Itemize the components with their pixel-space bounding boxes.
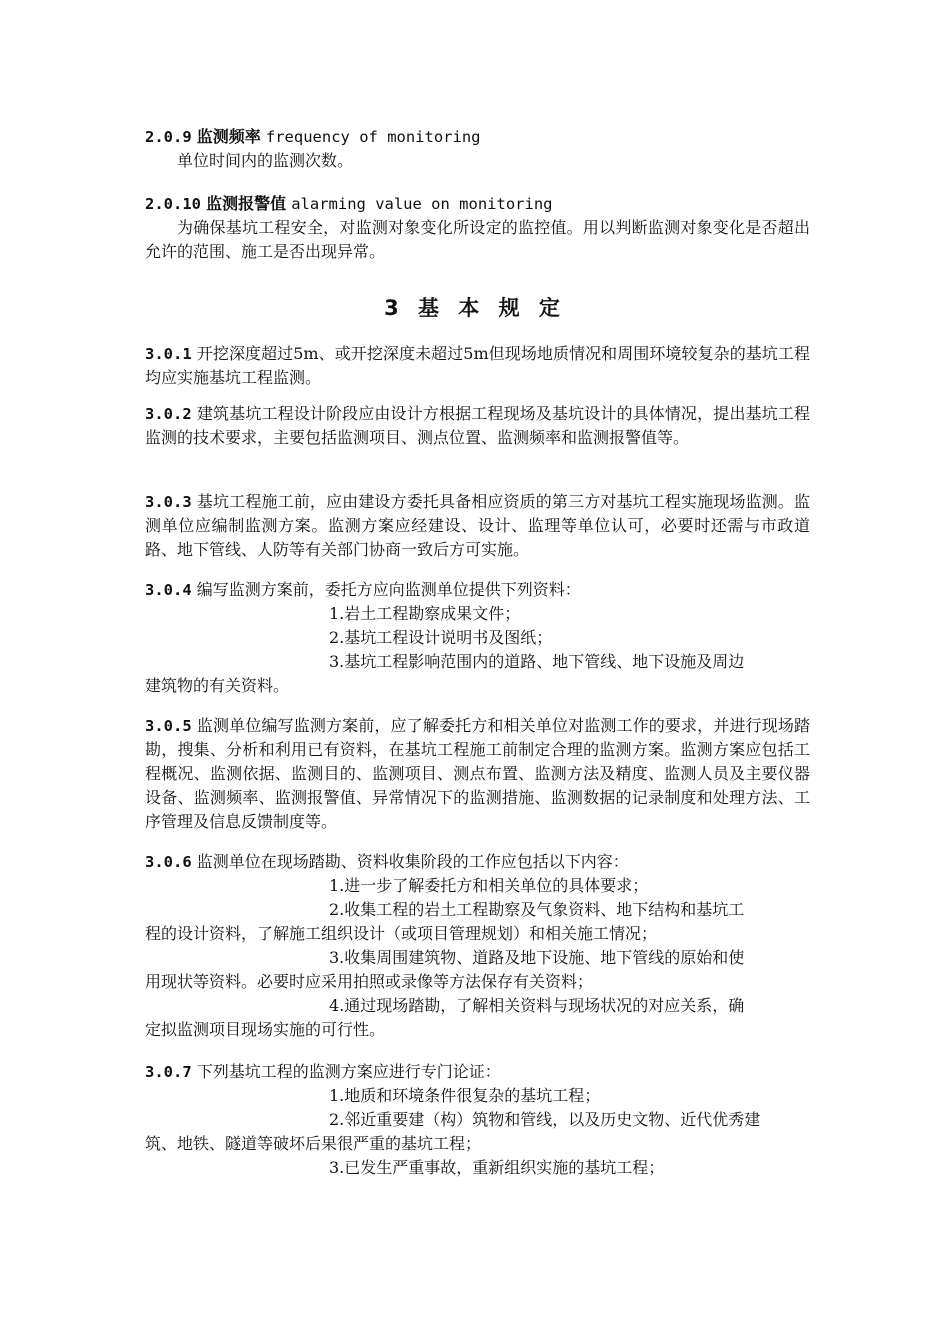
clause-3-0-7 [145, 1060, 810, 1180]
term-english: frequency of monitoring [265, 128, 481, 146]
clause-3-0-6 [145, 850, 810, 1042]
list-item: 2.邻近重要建（构）筑物和管线，以及历史文物、近代优秀建 [329, 1110, 761, 1129]
chapter-heading: 3 基 本 规 定 [384, 296, 566, 320]
clause-text: 开挖深度超过5m、或开挖深度未超过5m但现场地质情况和周围环境较复杂的基坑工程均应实施基坑工程监测。 [145, 344, 810, 387]
clause-text: 监测单位在现场踏勘、资料收集阶段的工作应包括以下内容： [196, 852, 629, 871]
clause-3-0-3 [145, 490, 810, 562]
term-title: 监测报警值 [206, 194, 287, 213]
list-item: 1.地质和环境条件很复杂的基坑工程； [329, 1086, 601, 1105]
list-item-continuation: 用现状等资料。必要时应采用拍照或录像等方法保存有关资料； [145, 972, 594, 991]
list-item: 2.基坑工程设计说明书及图纸； [329, 628, 553, 647]
list-item: 2.收集工程的岩土工程勘察及气象资料、地下结构和基坑工 [329, 900, 745, 919]
clause-3-0-5 [145, 714, 810, 834]
clause-number: 2.0.9 [145, 128, 192, 146]
clause-2-0-9 [145, 125, 810, 173]
clause-number: 2.0.10 [145, 195, 201, 213]
clause-number: 3.0.2 [145, 405, 192, 423]
clause-number: 3.0.1 [145, 345, 192, 363]
clause-number: 3.0.6 [145, 853, 192, 871]
clause-text: 监测单位编写监测方案前，应了解委托方和相关单位对监测工作的要求，并进行现场踏勘，搜集、分析和利用已有资料，在基坑工程施工前制定合理的监测方案。监测方案应包括工程概况、监测依据、监测目的、监测项目、测点布置、监测方法及精度、监测人员及主要仪器设备、监测频率、监测报警值、异常情况下的监测措施、监测数据的记录制度和处理方法、工序管理及信息反馈制度等。 [145, 716, 810, 831]
list-item-continuation: 定拟监测项目现场实施的可行性。 [145, 1020, 386, 1039]
clause-text: 基坑工程施工前，应由建设方委托具备相应资质的第三方对基坑工程实施现场监测。监测单位应编制监测方案。监测方案应经建设、设计、监理等单位认可，必要时还需与市政道路、地下管线、人防等有关部门协商一致后方可实施。 [145, 492, 810, 559]
list-item: 3.收集周围建筑物、道路及地下设施、地下管线的原始和使 [329, 948, 745, 967]
list-item: 1.岩土工程勘察成果文件； [329, 604, 521, 623]
clause-number: 3.0.4 [145, 581, 192, 599]
list-item-continuation: 建筑物的有关资料。 [145, 676, 290, 695]
clause-text: 下列基坑工程的监测方案应进行专门论证： [196, 1062, 501, 1081]
list-item: 3.基坑工程影响范围内的道路、地下管线、地下设施及周边 [329, 652, 745, 671]
clause-2-0-10 [145, 192, 810, 264]
clause-number: 3.0.5 [145, 717, 192, 735]
clause-text: 编写监测方案前，委托方应向监测单位提供下列资料： [196, 580, 581, 599]
list-item: 1.进一步了解委托方和相关单位的具体要求； [329, 876, 649, 895]
list-item: 3.已发生严重事故，重新组织实施的基坑工程； [329, 1158, 665, 1177]
clause-number: 3.0.3 [145, 493, 192, 511]
list-item-continuation: 筑、地铁、隧道等破坏后果很严重的基坑工程； [145, 1134, 482, 1153]
clause-text: 建筑基坑工程设计阶段应由设计方根据工程现场及基坑设计的具体情况，提出基坑工程监测的技术要求，主要包括监测项目、测点位置、监测频率和监测报警值等。 [145, 404, 810, 447]
term-title: 监测频率 [196, 127, 261, 146]
term-english: alarming value on monitoring [291, 195, 553, 213]
clause-3-0-2 [145, 402, 810, 450]
list-item: 4.通过现场踏勘，了解相关资料与现场状况的对应关系，确 [329, 996, 745, 1015]
clause-number: 3.0.7 [145, 1063, 192, 1081]
list-item-continuation: 程的设计资料，了解施工组织设计（或项目管理规划）和相关施工情况； [145, 924, 658, 943]
clause-3-0-4 [145, 578, 810, 698]
clause-3-0-1 [145, 342, 810, 390]
term-definition: 为确保基坑工程安全，对监测对象变化所设定的监控值。用以判断监测对象变化是否超出允许的范围、施工是否出现异常。 [145, 218, 810, 261]
term-definition: 单位时间内的监测次数。 [177, 151, 354, 170]
